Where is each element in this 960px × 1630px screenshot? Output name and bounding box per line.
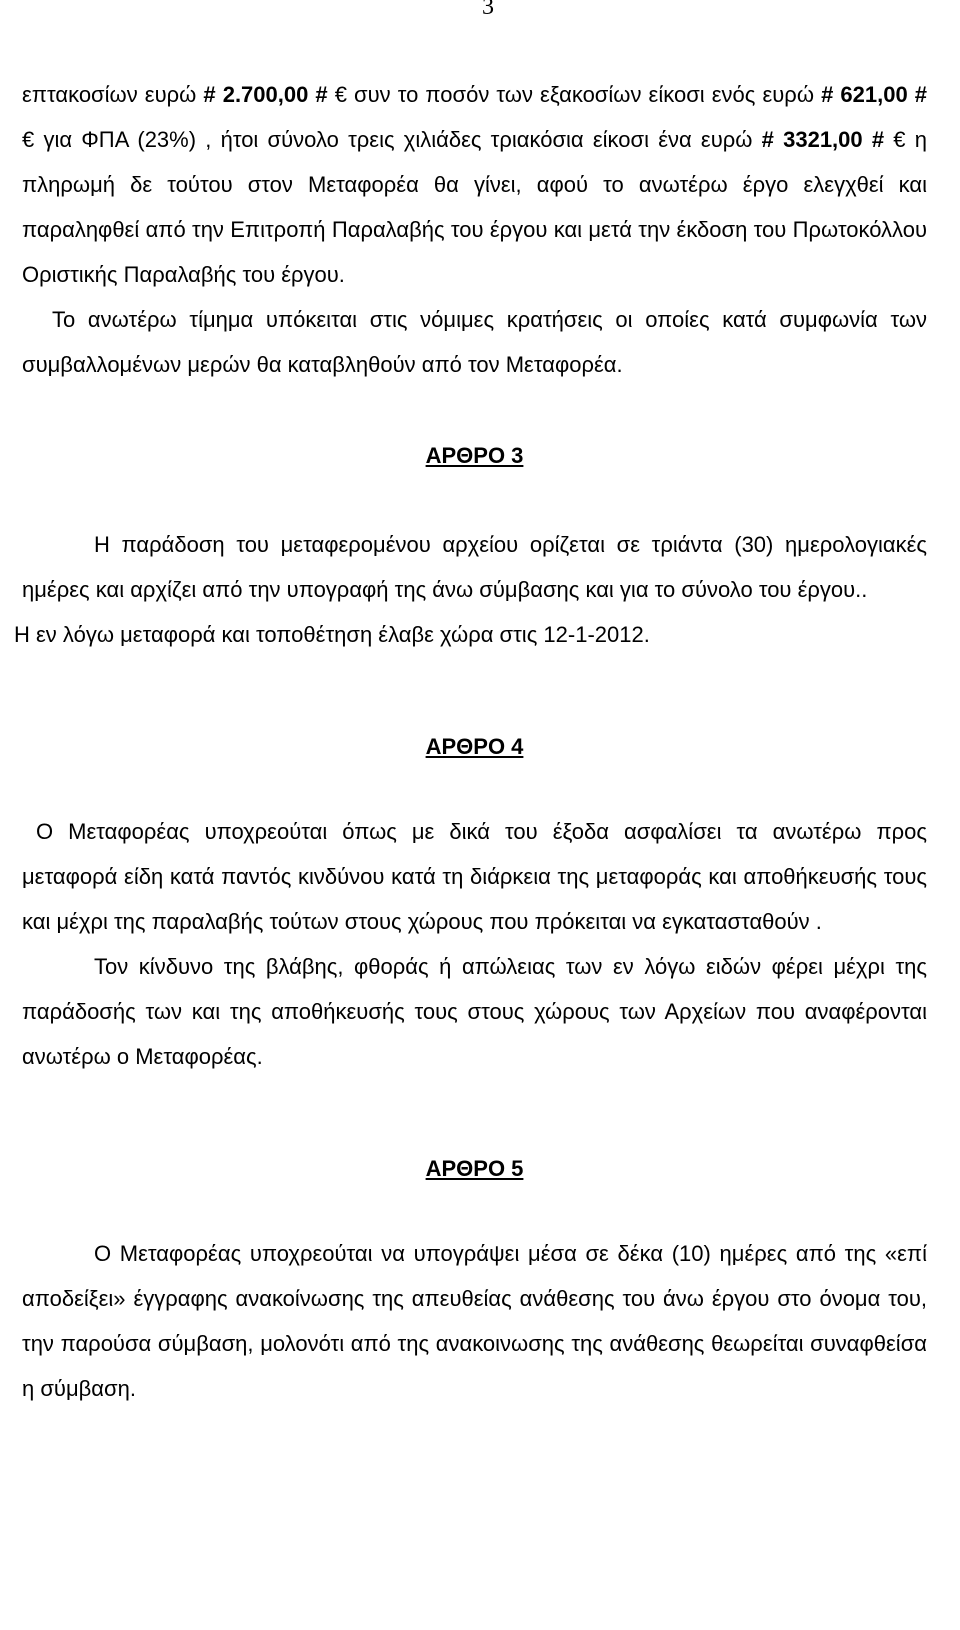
article-4-paragraph-2: Τον κίνδυνο της βλάβης, φθοράς ή απώλειας των εν λόγω ειδών φέρει μέχρι της παράδοσής των και της αποθήκευσής τους στους χώρους των Αρχείων που αναφέρονται ανωτέρω ο Μεταφορέας.: [22, 954, 927, 1069]
article-5-heading: ΑΡΘΡΟ 5: [425, 1156, 524, 1181]
deductions-paragraph: Το ανωτέρω τίμημα υπόκειται στις νόμιμες κρατήσεις οι οποίες κατά συμφωνία των συμβαλλομένων μερών θα καταβληθούν από τον Μεταφορέα.: [22, 307, 927, 377]
article-5-paragraph-1: Ο Μεταφορέας υποχρεούται να υπογράψει μέσα σε δέκα (10) ημέρες από της «επί αποδείξει» έγγραφης ανακοίνωσης της απευθείας ανάθεσης του άνω έργου στο όνομα του, την παρούσα σύμβαση, μολονότι από της ανακοινωσης της ανάθεσης θεωρείται συναφθείσα η σύμβαση.: [22, 1241, 927, 1401]
amount-net: # 2.700,00 #: [203, 82, 328, 107]
article-4-paragraph-1: Ο Μεταφορέας υποχρεούται όπως με δικά του έξοδα ασφαλίσει τα ανωτέρω προς μεταφορά είδη κατά παντός κινδύνου κατά τη διάρκεια της μεταφοράς και αποθήκευσής τους και μέχρι της παραλαβής τούτων στους χώρους που πρόκειται να εγκατασταθούν .: [22, 819, 927, 934]
payment-text-2: € συν το ποσόν των εξακοσίων είκοσι ενός ευρώ: [327, 82, 822, 107]
payment-text-4: € η πληρωμή δε τούτου στον Μεταφορέα θα γίνει, αφού το ανωτέρω έργο ελεγχθεί και παραληφθεί από την Επιτροπή Παραλαβής του έργου και μετά την έκδοση του Πρωτοκόλλου Οριστικής Παραλαβής του έργου.: [22, 127, 927, 287]
amount-vat: # 621,00 #: [821, 82, 927, 107]
payment-paragraph: [22, 72, 927, 297]
article-4-heading: ΑΡΘΡΟ 4: [425, 734, 524, 759]
article-3-heading: ΑΡΘΡΟ 3: [425, 443, 524, 468]
page-number: 3: [482, 0, 494, 20]
payment-text-3: € για ΦΠΑ (23%) , ήτοι σύνολο τρεις χιλιάδες τριακόσια είκοσι ένα ευρώ: [22, 127, 762, 152]
payment-text-1: επτακοσίων ευρώ: [22, 82, 204, 107]
amount-total: # 3321,00 #: [761, 127, 885, 152]
article-3-paragraph-2: Η εν λόγω μεταφορά και τοποθέτηση έλαβε χώρα στις 12-1-2012.: [14, 622, 650, 647]
article-3-paragraph-1: Η παράδοση του μεταφερομένου αρχείου ορίζεται σε τριάντα (30) ημερολογιακές ημέρες και αρχίζει από την υπογραφή της άνω σύμβασης και για το σύνολο του έργου..: [22, 532, 927, 602]
document-body: [14, 72, 927, 1411]
